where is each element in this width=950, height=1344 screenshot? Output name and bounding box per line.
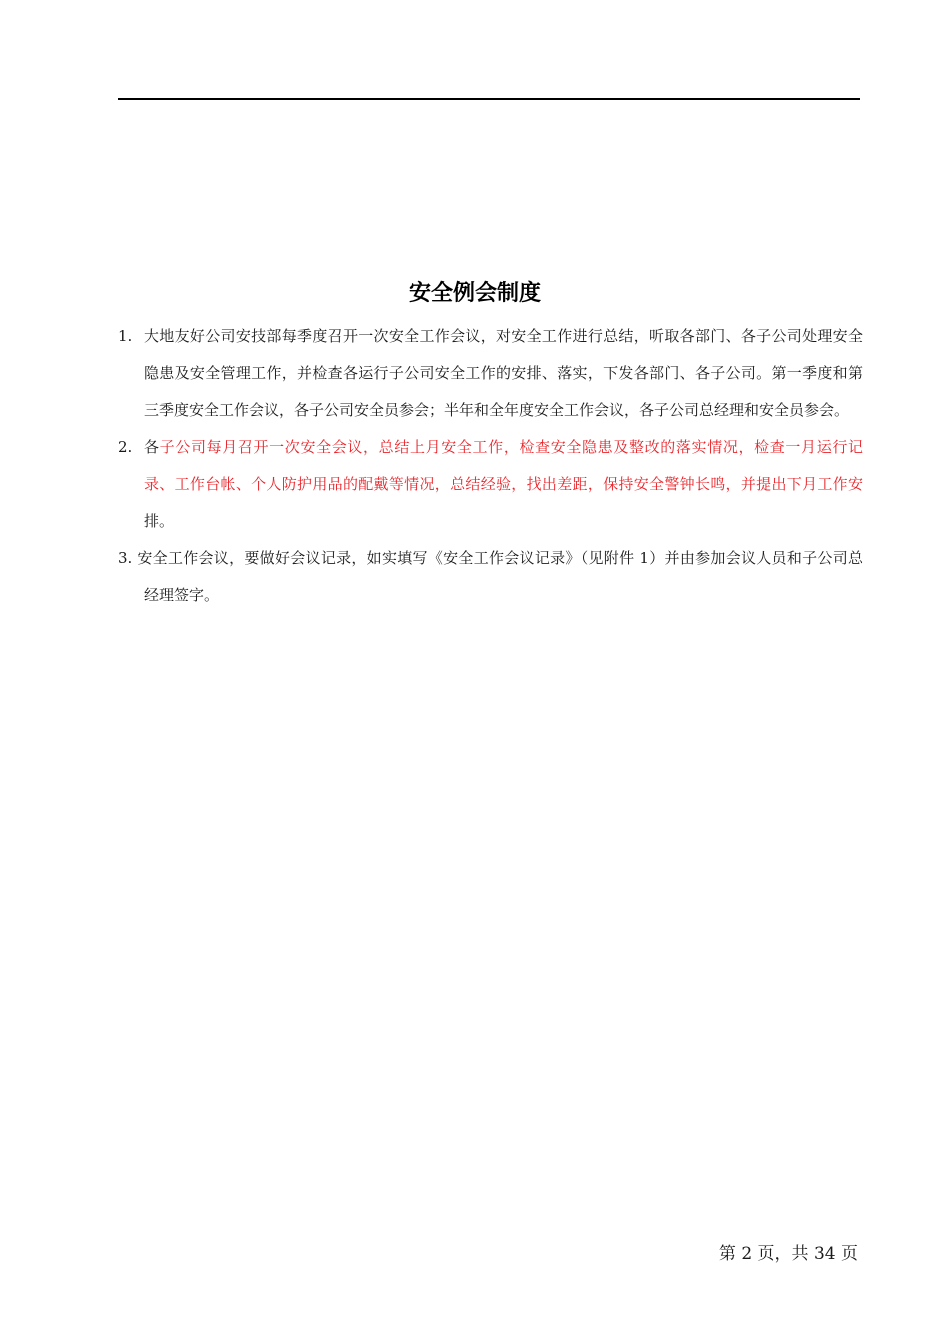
page-number-footer: 第 2 页，共 34 页 (718, 1244, 858, 1264)
list-item-2-text-prefix: 各 (144, 438, 160, 456)
document-body (118, 318, 863, 614)
list-item-3 (118, 540, 863, 614)
list-item-1-number: 1. (118, 327, 133, 345)
list-item-2 (118, 429, 863, 540)
header-rule (118, 98, 860, 100)
list-item-1-text: 大地友好公司安技部每季度召开一次安全工作会议，对安全工作进行总结，听取各部门、各子公司处理安全隐患及安全管理工作，并检查各运行子公司安全工作的安排、落实，下发各部门、各子公司。第一季度和第三季度安全工作会议，各子公司安全员参会；半年和全年度安全工作会议，各子公司总经理和安全员参会。 (144, 327, 863, 419)
list-item-2-highlighted-text: 子公司每月召开一次安全会议，总结上月安全工作，检查安全隐患及整改的落实情况，检查一月运行记录、工作台帐、个人防护用品的配戴等情况，总结经验，找出差距，保持安全警钟长鸣，并提出下月工作安 (144, 438, 863, 493)
list-item-2-number: 2. (118, 438, 133, 456)
list-item-3-number: 3. (118, 549, 133, 567)
document-title: 安全例会制度 (408, 281, 541, 306)
list-item-2-text-suffix: 排。 (144, 512, 175, 530)
list-item-3-text: 安全工作会议，要做好会议记录，如实填写《安全工作会议记录》（见附件 1）并由参加会议人员和子公司总经理签字。 (132, 549, 863, 604)
list-item-1 (118, 318, 863, 429)
